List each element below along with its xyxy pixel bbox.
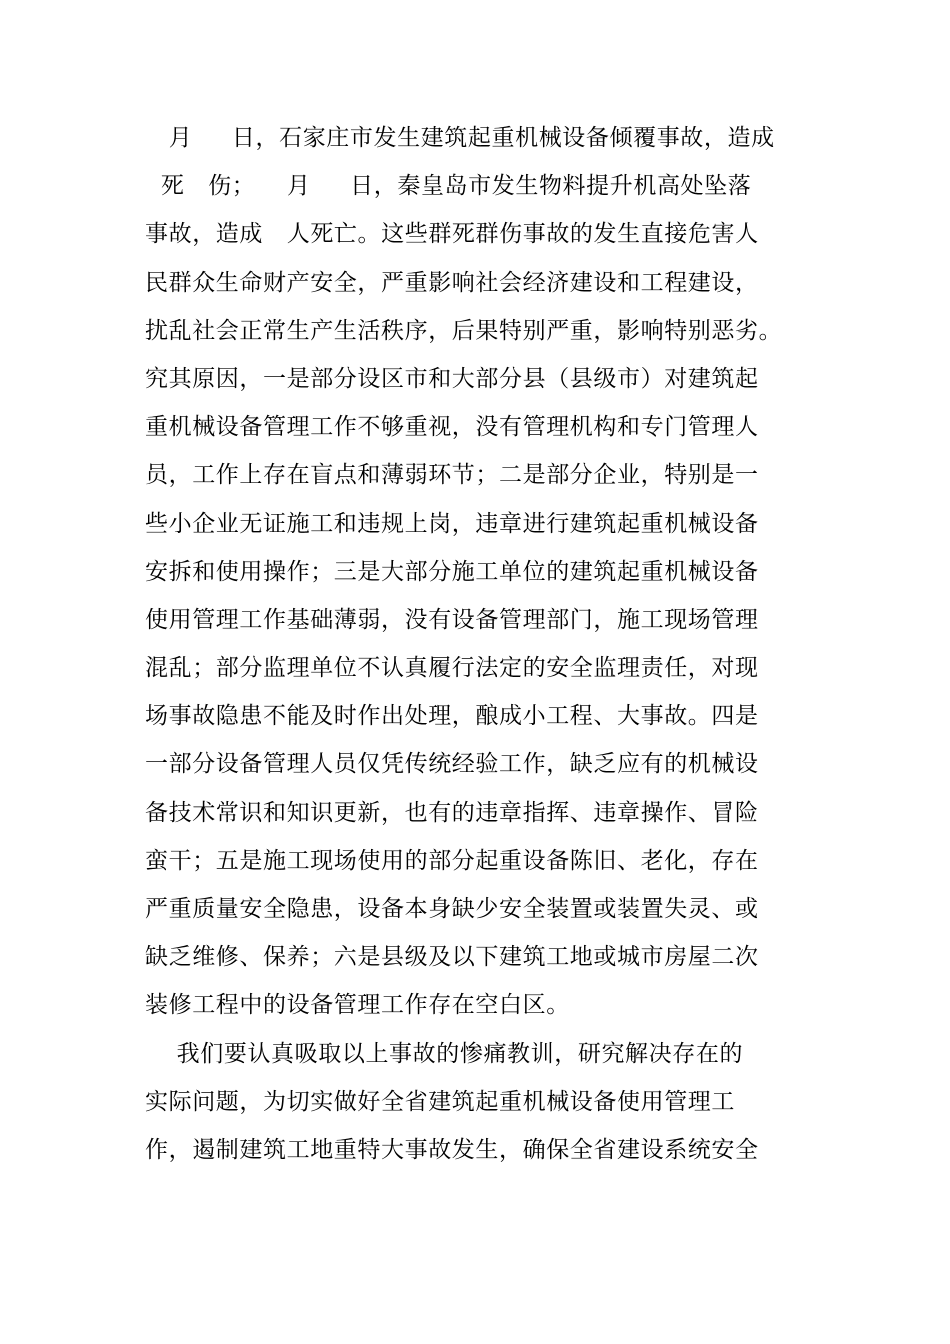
text-line: 严重质量安全隐患，设备本身缺少安全装置或装置失灵、或 — [145, 896, 759, 922]
text-line: 安拆和使用操作；三是大部分施工单位的建筑起重机械设备 — [145, 558, 759, 585]
text-line: 缺乏维修、保养；六是县级及以下建筑工地或城市房屋二次 — [145, 944, 759, 971]
text-line: 一部分设备管理人员仅凭传统经验工作，缺乏应有的机械设 — [145, 751, 759, 778]
text-line: 使用管理工作基础薄弱，没有设备管理部门，施工现场管理 — [145, 606, 759, 633]
text-line: 些小企业无证施工和违规上岗，违章进行建筑起重机械设备 — [145, 510, 759, 537]
text-line: 死 伤； 月 日，秦皇岛市发生物料提升机高处坠落 — [145, 173, 752, 200]
text-line: 扰乱社会正常生产生活秩序，后果特别严重，影响特别恶劣。 — [145, 317, 783, 344]
text-line: 蛮干；五是施工现场使用的部分起重设备陈旧、老化，存在 — [145, 847, 759, 874]
text-line: 员，工作上存在盲点和薄弱环节；二是部分企业，特别是一 — [145, 462, 759, 489]
text-line: 备技术常识和知识更新，也有的违章指挥、违章操作、冒险 — [145, 799, 759, 826]
body-text — [145, 114, 845, 1174]
text-line: 究其原因，一是部分设区市和大部分县（县级市）对建筑起 — [145, 365, 759, 392]
text-line: 装修工程中的设备管理工作存在空白区。 — [145, 992, 570, 1019]
text-line: 重机械设备管理工作不够重视，没有管理机构和专门管理人 — [145, 414, 759, 441]
text-line: 事故，造成 人死亡。这些群死群伤事故的发生直接危害人 — [145, 221, 759, 248]
text-line: 民群众生命财产安全，严重影响社会经济建设和工程建设， — [145, 269, 759, 296]
text-line: 混乱；部分监理单位不认真履行法定的安全监理责任，对现 — [145, 655, 759, 682]
text-line: 场事故隐患不能及时作出处理，酿成小工程、大事故。四是 — [145, 703, 759, 730]
text-line: 我们要认真吸取以上事故的惨痛教训，研究解决存在的 — [145, 1040, 744, 1067]
text-line: 作，遏制建筑工地重特大事故发生，确保全省建设系统安全 — [145, 1136, 759, 1163]
text-line: 月 日，石家庄市发生建筑起重机械设备倾覆事故，造成 — [145, 125, 775, 151]
text-line: 实际问题，为切实做好全省建筑起重机械设备使用管理工 — [145, 1088, 735, 1115]
